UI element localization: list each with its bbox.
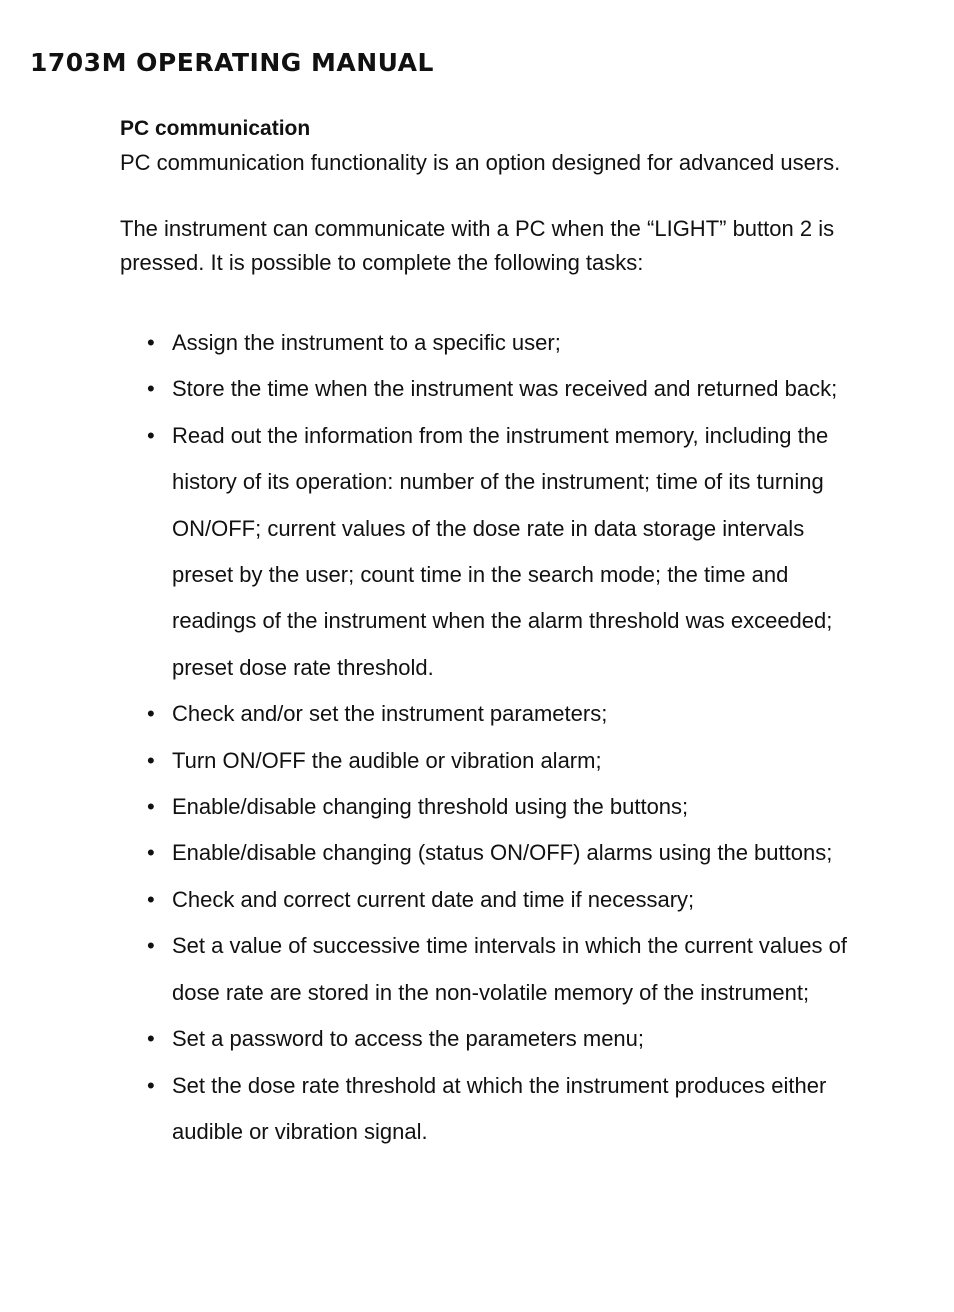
list-item-text: Enable/disable changing (status ON/OFF) alarms using the buttons; [172,840,833,866]
list-item [120,413,850,691]
section-pc-communication [120,114,850,1155]
list-item [120,830,850,876]
bullet-icon: • [147,1026,155,1052]
list-item [120,366,850,412]
bullet-icon: • [147,376,155,402]
list-item-text: Read out the information from the instrument memory, including the history of its operation: number of the instrument; time of its turning ON/OFF; current values of the dose rate in data storage intervals preset by the user; count time in the search mode; the time and readings of the instrument when the alarm threshold was exceeded; preset dose rate threshold. [172,422,833,680]
list-item-text: Set a password to access the parameters menu; [172,1026,645,1052]
task-list [120,320,850,1155]
list-item [120,923,850,1016]
list-item [120,1063,850,1156]
bullet-icon: • [147,840,155,866]
list-item [120,738,850,784]
list-item-text: Set the dose rate threshold at which the instrument produces either audible or vibration signal. [172,1072,827,1144]
bullet-icon: • [147,701,155,727]
list-item-text: Check and/or set the instrument parameters; [172,701,608,727]
list-item-text: Store the time when the instrument was received and returned back; [172,376,838,402]
list-item [120,691,850,737]
list-item [120,1016,850,1062]
manual-title: 1703M OPERATING MANUAL [30,48,434,77]
list-item [120,320,850,366]
bullet-icon: • [147,422,155,448]
list-item [120,784,850,830]
intro-paragraph: PC communication functionality is an option designed for advanced users. [120,150,841,175]
bullet-icon: • [147,1072,155,1098]
list-item-text: Set a value of successive time intervals in which the current values of dose rate are stored in the non-volatile memory of the instrument; [172,933,847,1005]
list-item-text: Turn ON/OFF the audible or vibration alarm; [172,747,602,773]
list-item-text: Assign the instrument to a specific user; [172,330,561,355]
bullet-icon: • [147,747,155,773]
bullet-icon: • [147,330,155,355]
bullet-icon: • [147,794,155,820]
list-item [120,877,850,923]
bullet-icon: • [147,933,155,959]
list-item-text: Check and correct current date and time if necessary; [172,886,695,912]
section-heading: PC communication [120,117,311,140]
bullet-icon: • [147,886,155,912]
list-item-text: Enable/disable changing threshold using the buttons; [172,794,689,820]
tasks-intro-paragraph: The instrument can communicate with a PC when the “LIGHT” button 2 is pressed. It is possible to complete the following tasks: [120,216,835,275]
